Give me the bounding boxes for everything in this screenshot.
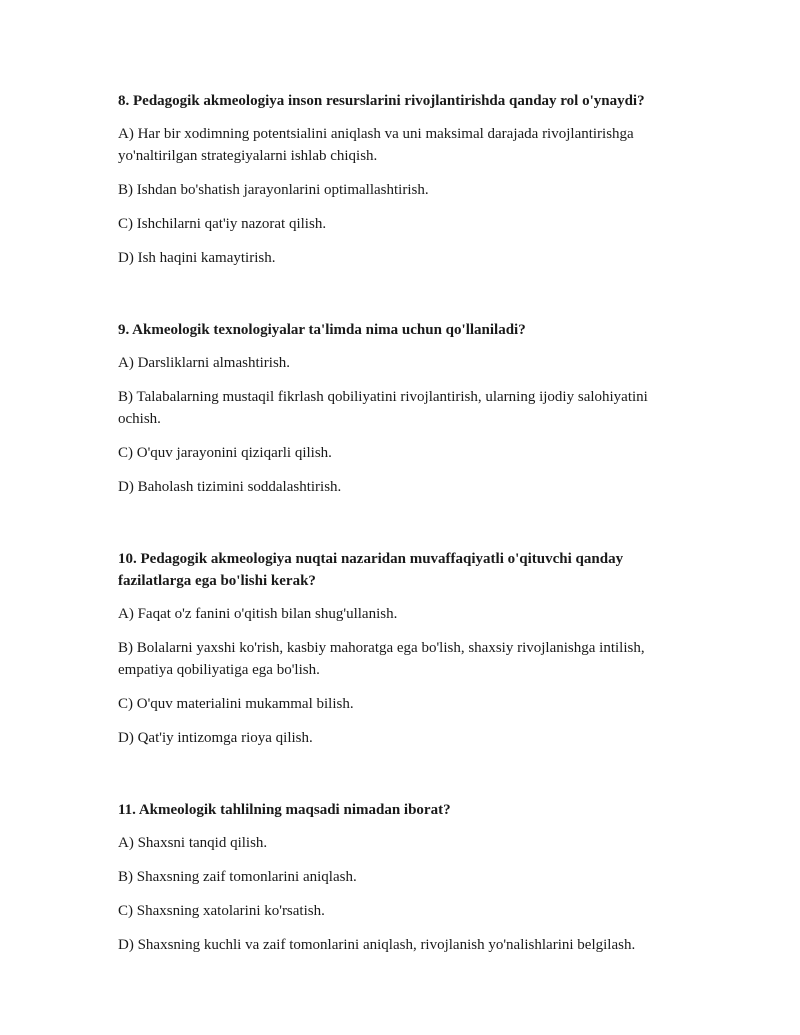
- option-d: D) Ish haqini kamaytirish.: [118, 250, 276, 266]
- document-page: [118, 90, 688, 956]
- option-a: A) Shaxsni tanqid qilish.: [118, 835, 268, 851]
- option-c: C) O'quv jarayonini qiziqarli qilish.: [118, 445, 332, 461]
- option-a: A) Faqat o'z fanini o'qitish bilan shug'ullanish.: [118, 606, 398, 622]
- question-10: [118, 548, 688, 749]
- question-title: 11. Akmeologik tahlilning maqsadi nimadan iborat?: [118, 802, 451, 818]
- option-c: C) O'quv materialini mukammal bilish.: [118, 696, 354, 712]
- question-8: [118, 90, 688, 269]
- option-c: C) Ishchilarni qat'iy nazorat qilish.: [118, 216, 327, 232]
- option-b: B) Ishdan bo'shatish jarayonlarini optimallashtirish.: [118, 182, 429, 198]
- question-9: [118, 319, 688, 498]
- spacer: [118, 498, 688, 548]
- question-title: 8. Pedagogik akmeologiya inson resurslarini rivojlantirishda qanday rol o'ynaydi?: [118, 93, 645, 109]
- option-a: A) Darsliklarni almashtirish.: [118, 355, 291, 371]
- option-b: B) Bolalarni yaxshi ko'rish, kasbiy mahoratga ega bo'lish, shaxsiy rivojlanishga intilish, empatiya qobiliyatiga ega bo'lish.: [118, 640, 645, 678]
- spacer: [118, 269, 688, 319]
- option-b: B) Talabalarning mustaqil fikrlash qobiliyatini rivojlantirish, ularning ijodiy salohiyatini ochish.: [118, 389, 648, 427]
- question-title: 10. Pedagogik akmeologiya nuqtai nazaridan muvaffaqiyatli o'qituvchi qanday fazilatlarga ega bo'lishi kerak?: [118, 551, 624, 589]
- option-d: D) Qat'iy intizomga rioya qilish.: [118, 730, 313, 746]
- question-11: [118, 799, 688, 956]
- option-d: D) Shaxsning kuchli va zaif tomonlarini aniqlash, rivojlanish yo'nalishlarini belgilash.: [118, 937, 636, 953]
- option-d: D) Baholash tizimini soddalashtirish.: [118, 479, 342, 495]
- option-a: A) Har bir xodimning potentsialini aniqlash va uni maksimal darajada rivojlantirishga yo'naltirilgan strategiyalarni ishlab chiqish.: [118, 126, 634, 164]
- spacer: [118, 749, 688, 799]
- option-c: C) Shaxsning xatolarini ko'rsatish.: [118, 903, 325, 919]
- question-title: 9. Akmeologik texnologiyalar ta'limda nima uchun qo'llaniladi?: [118, 322, 526, 338]
- option-b: B) Shaxsning zaif tomonlarini aniqlash.: [118, 869, 357, 885]
